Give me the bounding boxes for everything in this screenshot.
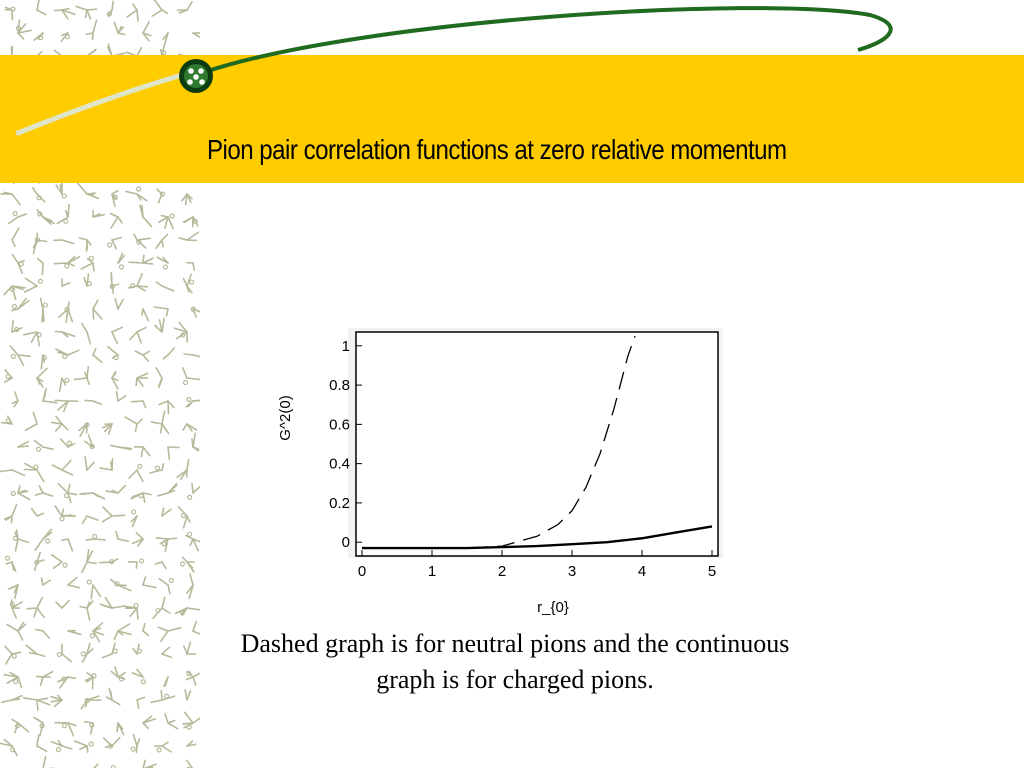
pattern-glyph	[55, 723, 76, 736]
pattern-glyph	[153, 597, 170, 618]
pattern-glyph	[131, 493, 151, 502]
pattern-glyph	[75, 741, 93, 752]
pattern-glyph	[129, 559, 144, 568]
pattern-glyph	[102, 507, 124, 522]
pattern-glyph	[100, 559, 118, 564]
pattern-glyph	[142, 309, 149, 321]
pattern-glyph	[40, 298, 47, 322]
pattern-glyph	[34, 717, 44, 736]
pattern-glyph	[110, 273, 118, 293]
pattern-glyph	[42, 578, 51, 585]
pattern-glyph	[51, 695, 62, 706]
pattern-glyph	[93, 764, 105, 768]
header-swoosh-arc	[0, 0, 1024, 200]
pattern-glyph	[12, 719, 28, 732]
pattern-glyph	[36, 486, 53, 496]
pattern-glyph	[187, 760, 200, 768]
pattern-glyph	[130, 328, 146, 343]
pattern-glyph	[87, 580, 100, 599]
x-tick-label: 1	[427, 563, 437, 580]
pattern-glyph	[4, 286, 25, 299]
pattern-glyph	[83, 516, 98, 523]
pattern-glyph	[131, 510, 137, 527]
pattern-glyph	[117, 723, 123, 734]
pattern-glyph	[10, 600, 22, 618]
pattern-glyph	[5, 370, 12, 382]
pattern-glyph	[81, 644, 93, 663]
y-tick-label: 0.6	[329, 416, 350, 434]
pattern-glyph	[100, 598, 125, 608]
swoosh-tail	[18, 72, 192, 133]
x-axis-label: r_{0}	[537, 599, 569, 616]
pattern-glyph	[2, 416, 12, 424]
pattern-glyph	[187, 263, 194, 270]
pattern-glyph	[187, 574, 193, 598]
pattern-glyph	[75, 367, 90, 384]
pattern-glyph	[162, 508, 171, 516]
pattern-glyph	[58, 677, 75, 688]
pattern-glyph	[186, 397, 200, 406]
pattern-glyph	[183, 712, 200, 729]
pattern-glyph	[18, 442, 28, 447]
pattern-glyph	[184, 354, 200, 358]
pattern-glyph	[93, 349, 102, 363]
pattern-glyph	[24, 698, 50, 710]
pattern-glyph	[177, 460, 188, 480]
pattern-glyph	[12, 228, 19, 246]
pattern-glyph	[13, 530, 28, 551]
pattern-glyph	[52, 460, 72, 474]
correlation-chart	[268, 320, 738, 630]
pattern-glyph	[68, 578, 79, 588]
pattern-glyph	[0, 470, 25, 475]
pattern-glyph	[58, 484, 76, 503]
pattern-glyph	[93, 211, 104, 217]
pattern-glyph	[7, 623, 26, 640]
plot-area	[356, 332, 718, 556]
pattern-glyph	[57, 205, 69, 224]
pattern-glyph	[136, 373, 148, 386]
pattern-glyph	[163, 348, 174, 359]
pattern-glyph	[125, 417, 142, 431]
pattern-glyph	[27, 598, 44, 618]
pattern-glyph	[176, 608, 200, 615]
pattern-glyph	[37, 210, 54, 224]
pattern-glyph	[56, 349, 79, 358]
x-tick-label: 2	[497, 563, 507, 580]
y-tick-label: 0	[341, 534, 350, 552]
pattern-glyph	[156, 562, 166, 569]
pattern-glyph	[85, 400, 101, 404]
pattern-glyph	[55, 400, 77, 411]
pattern-glyph	[79, 238, 90, 251]
pattern-glyph	[111, 445, 132, 449]
pattern-glyph	[8, 585, 18, 598]
pattern-glyph	[143, 577, 156, 587]
pattern-glyph	[143, 624, 148, 636]
pattern-glyph	[186, 532, 200, 550]
pattern-glyph	[24, 464, 43, 482]
pattern-glyph	[55, 506, 75, 521]
pattern-glyph	[135, 447, 150, 457]
pattern-glyph	[51, 416, 67, 431]
pattern-glyph	[183, 368, 200, 385]
pattern-glyph	[183, 424, 196, 431]
pattern-glyph	[59, 302, 73, 322]
pattern-glyph	[156, 234, 167, 248]
pattern-glyph	[56, 601, 69, 608]
pattern-glyph	[192, 433, 199, 450]
pattern-glyph	[35, 529, 51, 550]
pattern-glyph	[162, 647, 171, 657]
pattern-glyph	[25, 412, 37, 430]
pattern-glyph	[185, 690, 190, 700]
pattern-glyph	[54, 240, 74, 243]
pattern-glyph	[137, 697, 145, 708]
green-orb-icon	[179, 59, 213, 93]
pattern-glyph	[115, 299, 123, 309]
pattern-glyph	[12, 299, 29, 311]
x-tick-label: 5	[707, 563, 717, 580]
pattern-glyph	[61, 439, 75, 447]
pattern-glyph	[174, 323, 187, 342]
pattern-glyph	[24, 332, 41, 346]
y-tick-label: 0.2	[329, 494, 350, 512]
pattern-glyph	[179, 232, 198, 240]
x-tick-label: 0	[357, 563, 367, 580]
pattern-glyph	[111, 667, 125, 681]
pattern-glyph	[51, 741, 71, 752]
pattern-glyph	[186, 671, 199, 685]
pattern-glyph	[104, 738, 120, 748]
x-tick-label: 4	[637, 563, 647, 580]
pattern-glyph	[191, 307, 200, 317]
pattern-glyph	[168, 447, 179, 459]
pattern-glyph	[112, 327, 122, 343]
pattern-glyph	[12, 320, 22, 332]
pattern-glyph	[5, 505, 17, 523]
pattern-glyph	[79, 423, 89, 436]
pattern-glyph	[158, 484, 177, 496]
pattern-glyph	[107, 688, 120, 704]
pattern-glyph	[55, 332, 74, 337]
pattern-glyph	[52, 555, 67, 568]
pattern-glyph	[85, 435, 94, 448]
pattern-glyph	[143, 716, 155, 728]
pattern-glyph	[184, 642, 196, 654]
pattern-glyph	[37, 369, 47, 387]
x-tick-label: 3	[567, 563, 577, 580]
pattern-glyph	[106, 485, 125, 493]
pattern-glyph	[60, 378, 69, 391]
pattern-glyph	[155, 318, 164, 332]
pattern-glyph	[102, 643, 117, 657]
pattern-glyph	[57, 644, 71, 661]
pattern-glyph	[81, 256, 94, 271]
slide-title: Pion pair correlation functions at zero relative momentum	[207, 134, 787, 165]
pattern-glyph	[25, 278, 43, 292]
pattern-glyph	[112, 372, 118, 389]
pattern-glyph	[10, 346, 30, 365]
pattern-glyph	[12, 392, 18, 407]
pattern-glyph	[6, 556, 16, 571]
pattern-glyph	[129, 255, 153, 264]
pattern-glyph	[5, 646, 20, 664]
pattern-glyph	[183, 217, 197, 227]
pattern-glyph	[80, 601, 93, 620]
chart-caption: Dashed graph is for neutral pions and the continuous graph is for charged pions.	[240, 629, 790, 694]
pattern-glyph	[132, 401, 146, 407]
pattern-glyph	[108, 238, 122, 249]
pattern-glyph	[62, 279, 69, 286]
pattern-glyph	[143, 760, 156, 768]
pattern-glyph	[37, 672, 53, 686]
pattern-glyph	[156, 282, 173, 291]
pattern-glyph	[11, 486, 29, 500]
pattern-glyph	[12, 255, 24, 274]
pattern-glyph	[188, 484, 200, 500]
pattern-glyph	[159, 214, 174, 229]
pattern-glyph	[35, 553, 44, 571]
pattern-glyph	[132, 669, 145, 683]
pattern-glyph	[35, 440, 53, 451]
pattern-glyph	[32, 509, 44, 516]
pattern-glyph	[84, 274, 91, 286]
pattern-glyph	[90, 623, 103, 642]
pattern-glyph	[36, 757, 53, 768]
pattern-glyph	[2, 696, 22, 703]
pattern-glyph	[62, 539, 73, 551]
pattern-glyph	[157, 257, 168, 269]
pattern-glyph	[9, 211, 27, 223]
pattern-glyph	[133, 533, 143, 546]
pattern-glyph	[33, 233, 46, 253]
pattern-glyph	[4, 673, 21, 688]
pattern-glyph	[187, 741, 196, 746]
pattern-glyph	[150, 464, 164, 473]
pattern-glyph	[134, 234, 150, 248]
pattern-glyph	[108, 347, 118, 360]
pattern-glyph	[114, 624, 131, 639]
pattern-glyph	[128, 274, 147, 291]
pattern-glyph	[116, 532, 128, 542]
pattern-glyph	[100, 459, 113, 470]
pattern-glyph	[159, 401, 174, 413]
pattern-glyph	[81, 696, 100, 709]
y-tick-label: 0.8	[329, 377, 350, 395]
pattern-glyph	[80, 493, 104, 499]
pattern-glyph	[131, 735, 139, 753]
pattern-glyph	[158, 627, 180, 641]
pattern-glyph	[155, 742, 171, 752]
pattern-glyph	[85, 457, 94, 470]
pattern-glyph	[164, 677, 168, 686]
pattern-glyph	[156, 538, 176, 551]
pattern-glyph	[84, 722, 93, 734]
pattern-glyph	[159, 578, 173, 593]
pattern-glyph	[118, 253, 124, 268]
pattern-glyph	[133, 644, 141, 654]
pattern-glyph	[68, 631, 81, 635]
pattern-glyph	[129, 464, 143, 481]
pattern-glyph	[26, 645, 44, 656]
pattern-glyph	[54, 256, 79, 267]
pattern-glyph	[178, 507, 189, 528]
pattern-glyph	[110, 213, 122, 227]
pattern-glyph	[151, 411, 168, 433]
pattern-glyph	[135, 351, 149, 361]
pattern-glyph	[180, 557, 194, 571]
swoosh-arc-line	[205, 8, 891, 72]
pattern-glyph	[154, 307, 168, 316]
pattern-glyph	[193, 622, 200, 634]
pattern-glyph	[103, 424, 112, 434]
pattern-glyph	[36, 630, 50, 639]
pattern-glyph	[151, 691, 175, 703]
pattern-glyph	[183, 274, 193, 293]
pattern-glyph	[38, 259, 43, 275]
pattern-glyph	[125, 603, 138, 618]
pattern-glyph	[82, 323, 91, 343]
pattern-glyph	[140, 205, 152, 226]
y-tick-label: 1	[341, 337, 350, 355]
pattern-glyph	[93, 300, 102, 319]
pattern-glyph	[0, 739, 17, 755]
pattern-glyph	[117, 392, 126, 401]
pattern-glyph	[41, 355, 46, 369]
pattern-glyph	[165, 714, 178, 729]
pattern-glyph	[111, 579, 131, 590]
y-axis-label: G^2(0)	[277, 395, 294, 441]
y-tick-label: 0.4	[329, 455, 350, 473]
pattern-glyph	[82, 550, 96, 572]
pattern-glyph	[156, 368, 162, 388]
pattern-glyph	[86, 673, 96, 689]
pattern-glyph	[37, 735, 47, 751]
pattern-glyph	[86, 534, 105, 540]
